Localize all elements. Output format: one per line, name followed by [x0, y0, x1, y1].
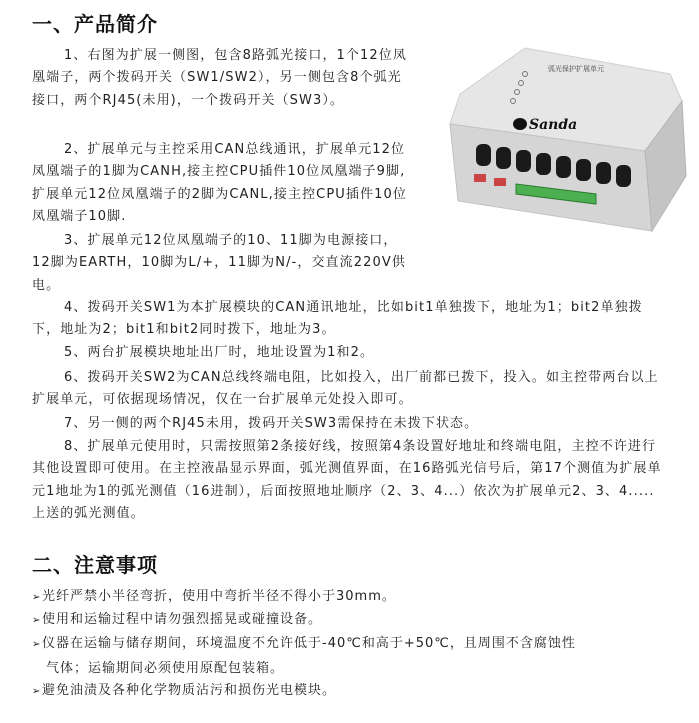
paragraph-2: 2、扩展单元与主控采用CAN总线通讯，扩展单元12位凤凰端子的1脚为CANH,接主控CPU插件10位凤凰端子9脚,扩展单元12位凤凰端子的2脚为CANL,接主控CPU插件10位凤凰端子10脚.: [32, 142, 407, 224]
svg-text:Sanda: Sanda: [529, 117, 578, 133]
product-photo: [420, 26, 696, 256]
section-title-product-intro: 一、产品简介: [32, 12, 158, 36]
paragraph-4: 4、拨码开关SW1为本扩展模块的CAN通讯地址，比如bit1单独拨下，地址为1；bit2单独拨下，地址为2；bit1和bit2同时拨下，地址为3。: [32, 300, 643, 338]
paragraph-7: 7、另一侧的两个RJ45未用，拨码开关SW3需保持在未拨下状态。: [64, 416, 479, 431]
paragraph-1: 1、右图为扩展一侧图，包含8路弧光接口，1个12位凤凰端子，两个拨码开关（SW1/SW2），另一侧包含8个弧光接口，两个RJ45(未用)，一个拨码开关（SW3）。: [32, 48, 407, 108]
note-item: ➢仪器在运输与储存期间，环境温度不允许低于-40℃和高于+50℃，且周围不含腐蚀性 气体；运输期间必须使用原配包装箱。: [32, 632, 672, 680]
note-item-continuation: 气体；运输期间必须使用原配包装箱。: [46, 660, 285, 676]
paragraph-5: 5、两台扩展模块地址出厂时，地址设置为1和2。: [64, 345, 375, 360]
paragraph-8: 8、扩展单元使用时，只需按照第2条接好线，按照第4条设置好地址和终端电阻，主控不许进行其他设置即可使用。在主控液晶显示界面，弧光测值界面，在16路弧光信号后，第17个测值为扩展单元1地址为1的弧光测值（16进制），后面按照地址顺序（2、3、4...）依次为扩展单元2、3、4.....上送的弧光测值。: [32, 439, 662, 521]
arrow-bullet-icon: ➢: [32, 686, 42, 697]
paragraph-6: 6、拨码开关SW2为CAN总线终端电阻，比如投入，出厂前都已拨下，投入。如主控带两台以上扩展单元，可依据现场情况，仅在一台扩展单元处投入即可。: [32, 370, 659, 408]
note-item: ➢避免油渍及各种化学物质沾污和损伤光电模块。: [32, 679, 672, 704]
note-item: ➢使用和运输过程中请勿强烈摇晃或碰撞设备。: [32, 608, 672, 633]
note-item: ➢光纤严禁小半径弯折，使用中弯折半径不得小于30mm。: [32, 585, 672, 610]
section-title-notes: 二、注意事项: [32, 553, 158, 577]
arrow-bullet-icon: ➢: [32, 615, 42, 626]
expansion-unit-image: [420, 26, 696, 256]
arrow-bullet-icon: ➢: [32, 592, 42, 603]
paragraph-3: 3、扩展单元12位凤凰端子的10、11脚为电源接口，12脚为EARTH，10脚为L/+，11脚为N/-，交直流220V供电。: [32, 233, 406, 293]
panel-title: 弧光保护扩展单元: [548, 65, 604, 73]
arrow-bullet-icon: ➢: [32, 639, 42, 650]
